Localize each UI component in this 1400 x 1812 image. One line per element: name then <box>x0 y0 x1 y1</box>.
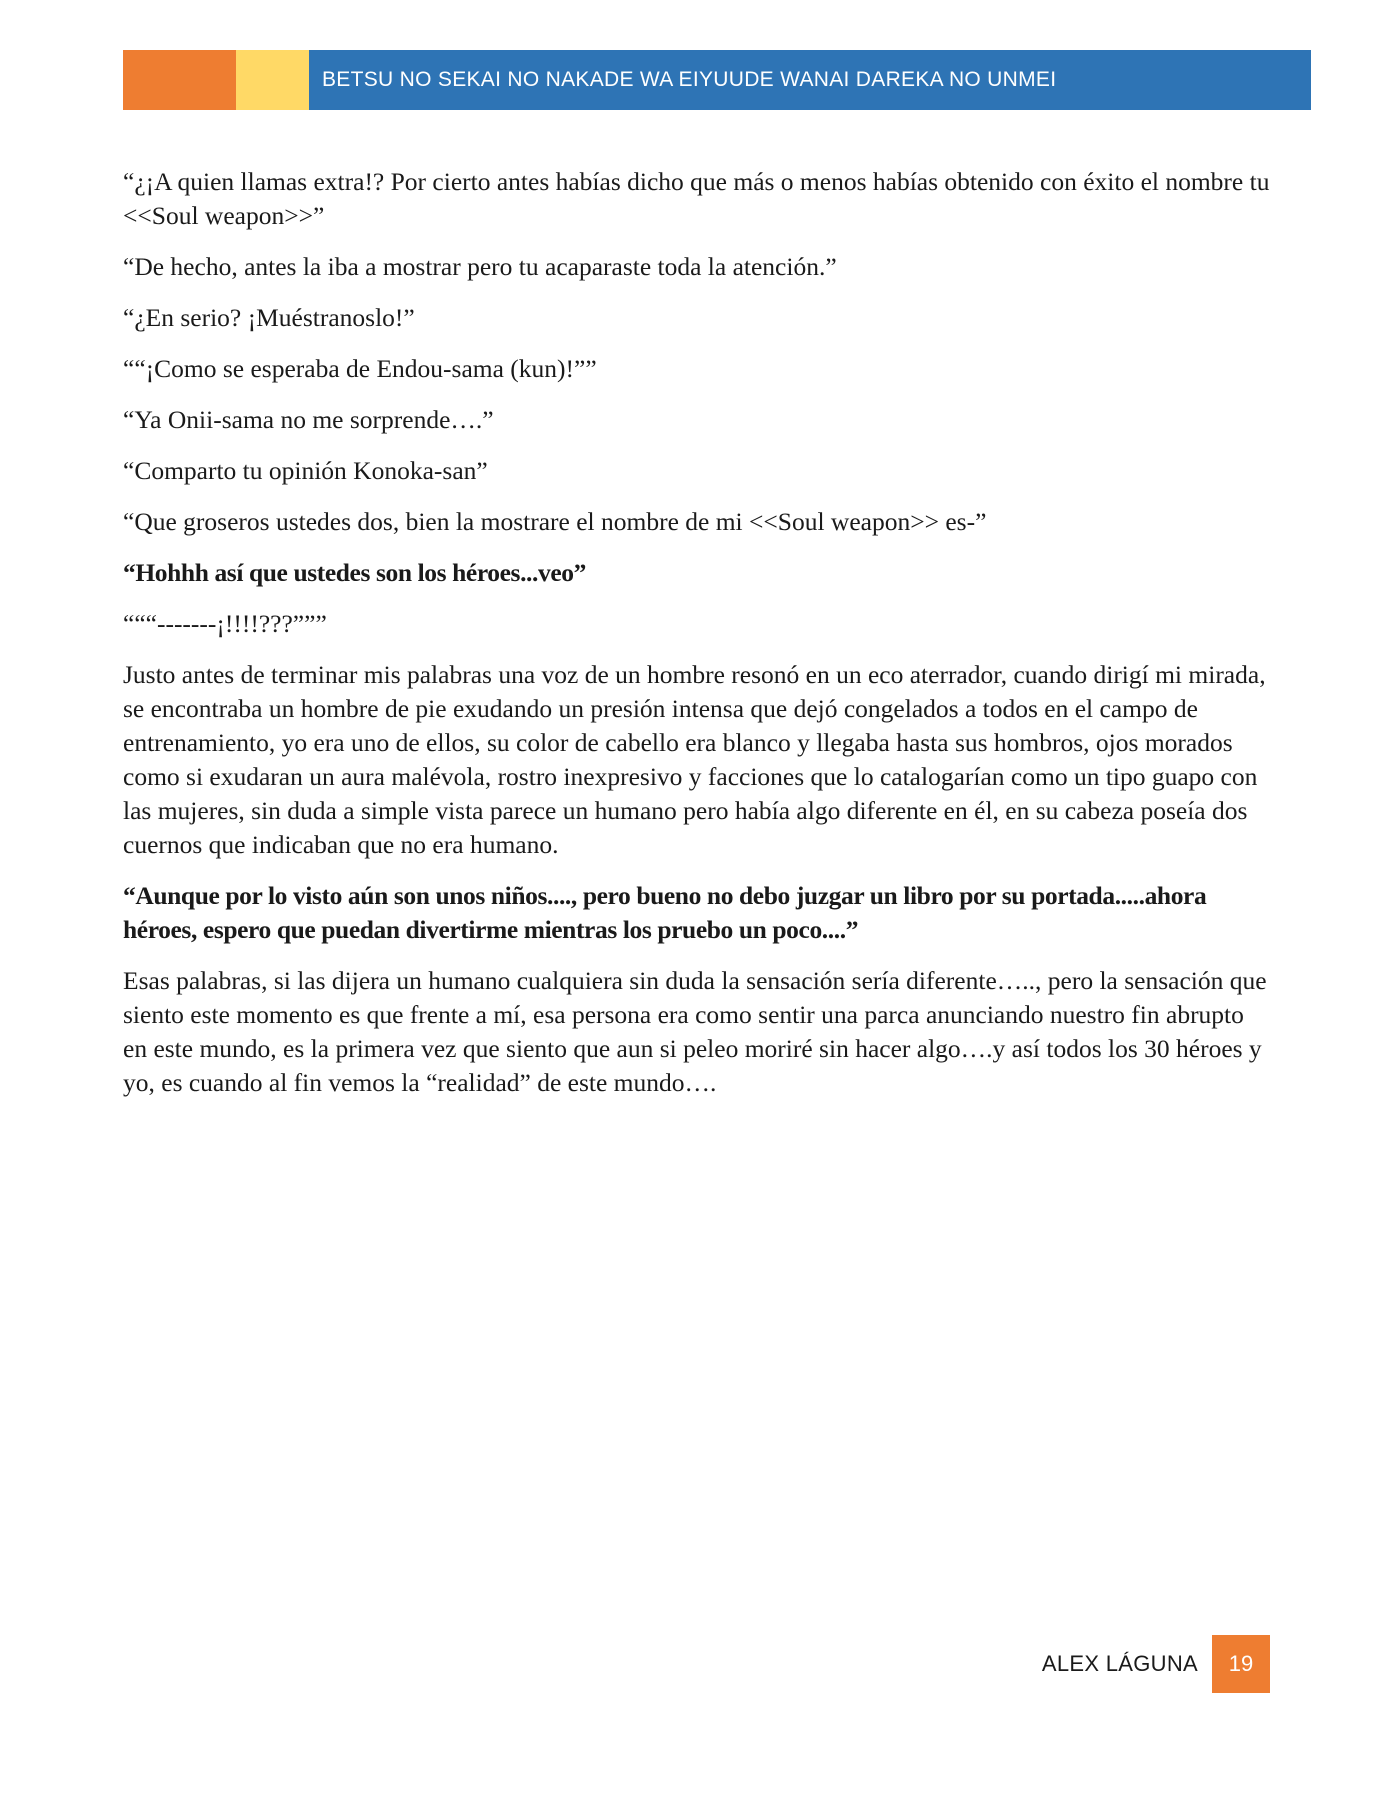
paragraph: “Ya Onii-sama no me sorprende….” <box>123 405 494 434</box>
page-body <box>123 165 1273 1117</box>
paragraph: “Comparto tu opinión Konoka-san” <box>123 456 488 485</box>
author-name: ALEX LÁGUNA <box>1041 1651 1198 1676</box>
header-title: BETSU NO SEKAI NO NAKADE WA EIYUUDE WANAI DAREKA NO UNMEI <box>322 68 1057 91</box>
paragraph-bold: “Aunque por lo visto aún son unos niños...., pero bueno no debo juzgar un libro por su portada.....ahora héroes, espero que puedan divertirme mientras los pruebo un poco....” <box>123 881 1207 944</box>
paragraph: “De hecho, antes la iba a mostrar pero tu acaparaste toda la atención.” <box>123 252 837 281</box>
header-title-bar <box>309 50 1311 110</box>
page-number: 19 <box>1212 1635 1270 1693</box>
header-orange-block <box>123 50 236 110</box>
paragraph: “¿¡A quien llamas extra!? Por cierto antes habías dicho que más o menos habías obtenido con éxito el nombre tu <<Soul weapon>>” <box>123 167 1270 230</box>
paragraph: Esas palabras, si las dijera un humano cualquiera sin duda la sensación sería diferente….., pero la sensación que siento este momento es que frente a mí, esa persona era como sentir una parca anunciando nuestro fin abrupto en este mundo, es la primera vez que siento que aun si peleo moriré sin hacer algo….y así todos los 30 héroes y yo, es cuando al fin vemos la “realidad” de este mundo…. <box>123 966 1267 1097</box>
paragraph: “¿En serio? ¡Muéstranoslo!” <box>123 303 415 332</box>
page-header <box>123 50 1311 110</box>
paragraph: “““-------¡!!!!???””” <box>123 609 327 638</box>
paragraph: “Que groseros ustedes dos, bien la mostrare el nombre de mi <<Soul weapon>> es-” <box>123 507 987 536</box>
paragraph: Justo antes de terminar mis palabras una voz de un hombre resonó en un eco aterrador, cuando dirigí mi mirada, se encontraba un hombre de pie exudando un presión intensa que dejó congelados a todos en el campo de entrenamiento, yo era uno de ellos, su color de cabello era blanco y llegaba hasta sus hombros, ojos morados como si exudaran un aura malévola, rostro inexpresivo y facciones que lo catalogarían como un tipo guapo con las mujeres, sin duda a simple vista parece un humano pero había algo diferente en él, en su cabeza poseía dos cuernos que indicaban que no era humano. <box>123 660 1266 859</box>
paragraph: ““¡Como se esperaba de Endou-sama (kun)!”” <box>123 354 597 383</box>
page-footer <box>1042 1635 1270 1693</box>
header-yellow-block <box>236 50 309 110</box>
paragraph-bold: “Hohhh así que ustedes son los héroes...veo” <box>123 558 586 587</box>
